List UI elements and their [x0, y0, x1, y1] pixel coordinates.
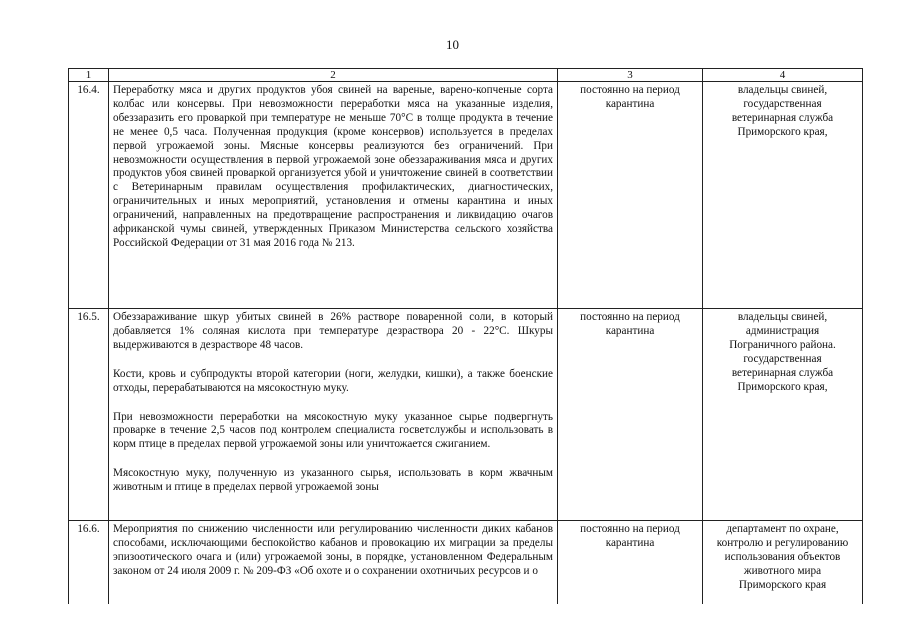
- column-header: 4: [703, 69, 863, 82]
- row-number: 16.4.: [69, 82, 109, 309]
- measure-description: [109, 521, 558, 605]
- responsible-line: департамент по охране,: [726, 523, 839, 535]
- responsible-line: животного мира: [743, 564, 822, 577]
- table-header-row: [69, 69, 863, 82]
- responsible-line: ветеринарная служба: [731, 111, 834, 124]
- row-number: 16.5.: [69, 309, 109, 521]
- responsible-line: использования объектов: [724, 550, 841, 563]
- measure-description: [109, 309, 558, 521]
- column-header: 3: [558, 69, 703, 82]
- column-header: 1: [69, 69, 109, 82]
- responsible-line: контролю и регулированию: [716, 536, 849, 549]
- responsible-line: ветеринарная служба: [731, 366, 834, 379]
- description-paragraph: Кости, кровь и субпродукты второй категории (ноги, желудки, кишки), а также боенские отходы, перерабатываются на мясокостную муку.: [113, 367, 553, 394]
- responsible-line: Приморского края,: [737, 125, 828, 138]
- description-paragraph: Мясокостную муку, полученную из указанного сырья, использовать в корм жвачным животным и птице в пределах первой угрожаемой зоны: [113, 467, 553, 494]
- measure-period: постоянно на период карантина: [558, 309, 703, 521]
- responsible-line: Приморского края: [738, 578, 827, 591]
- row-number: 16.6.: [69, 521, 109, 605]
- responsible-line: администрация: [745, 324, 820, 337]
- measure-period: постоянно на период карантина: [558, 521, 703, 605]
- table-row: [69, 82, 863, 309]
- description-paragraph: Обеззараживание шкур убитых свиней в 26% растворе поваренной соли, в который добавляется 1% соляная кислота при температуре дезраствора 20 - 22°С. Шкуры выдерживаются в дезрастворе 48 часов.: [113, 311, 553, 351]
- table-row: [69, 309, 863, 521]
- description-paragraph: Переработку мяса и других продуктов убоя свиней на вареные, варено-копченые сорта колбас или консервы. При невозможности переработки мяса на указанные изделия, обеззаразить его проваркой при температуре не меньше 70°С в толще продукта в течение не менее 0,5 часа. Полученная продукция (кроме консервов) используется в пределах первой угрожаемой зоны. Мясные консервы реализуются без ограничений. При невозможности осуществления в первой угрожаемой зоне обеззараживания мяса и других продуктов убоя свиней проваркой организуется убой и уничтожение свиней в соответствии с Ветеринарным правилам осуществления профилактических, диагностических, ограничительных и иных мероприятий, установления и отмены карантина и иных ограничений, направленных на предотвращение распространения и ликвидацию очагов африканской чумы свиней, утвержденных Приказом Министерства сельского хозяйства Российской Федерации от 31 мая 2016 года № 213.: [113, 84, 553, 249]
- responsible-parties: [703, 309, 863, 521]
- table-row: [69, 521, 863, 605]
- responsible-line: Приморского края,: [737, 380, 828, 393]
- responsible-line: владельцы свиней,: [737, 84, 828, 96]
- responsible-parties: [703, 521, 863, 605]
- responsible-parties: [703, 82, 863, 309]
- responsible-line: государственная: [743, 97, 822, 110]
- responsible-line: владельцы свиней,: [737, 311, 828, 323]
- responsible-line: Пограничного района.: [729, 338, 836, 351]
- measures-table: [68, 68, 863, 604]
- page-number: 10: [446, 37, 459, 52]
- measure-period: постоянно на период карантина: [558, 82, 703, 309]
- measure-description: [109, 82, 558, 309]
- description-paragraph: Мероприятия по снижению численности или регулированию численности диких кабанов способами, исключающими беспокойство кабанов и провокацию их миграции за пределы эпизоотического очага и (или) угрожаемой зоны, в порядке, установленном Федеральным законом от 24 июля 2009 г. № 209-ФЗ «Об охоте и о сохранении охотничьих ресурсов и о: [113, 523, 553, 577]
- responsible-line: государственная: [743, 352, 822, 365]
- description-paragraph: При невозможности переработки на мясокостную муку указанное сырье подвергнуть проварке в течение 2,5 часов под контролем специалиста госветслужбы и использовать в корм птице в пределах первой угрожаемой зоны или уничтожается сжиганием.: [113, 410, 553, 451]
- column-header: 2: [109, 69, 558, 82]
